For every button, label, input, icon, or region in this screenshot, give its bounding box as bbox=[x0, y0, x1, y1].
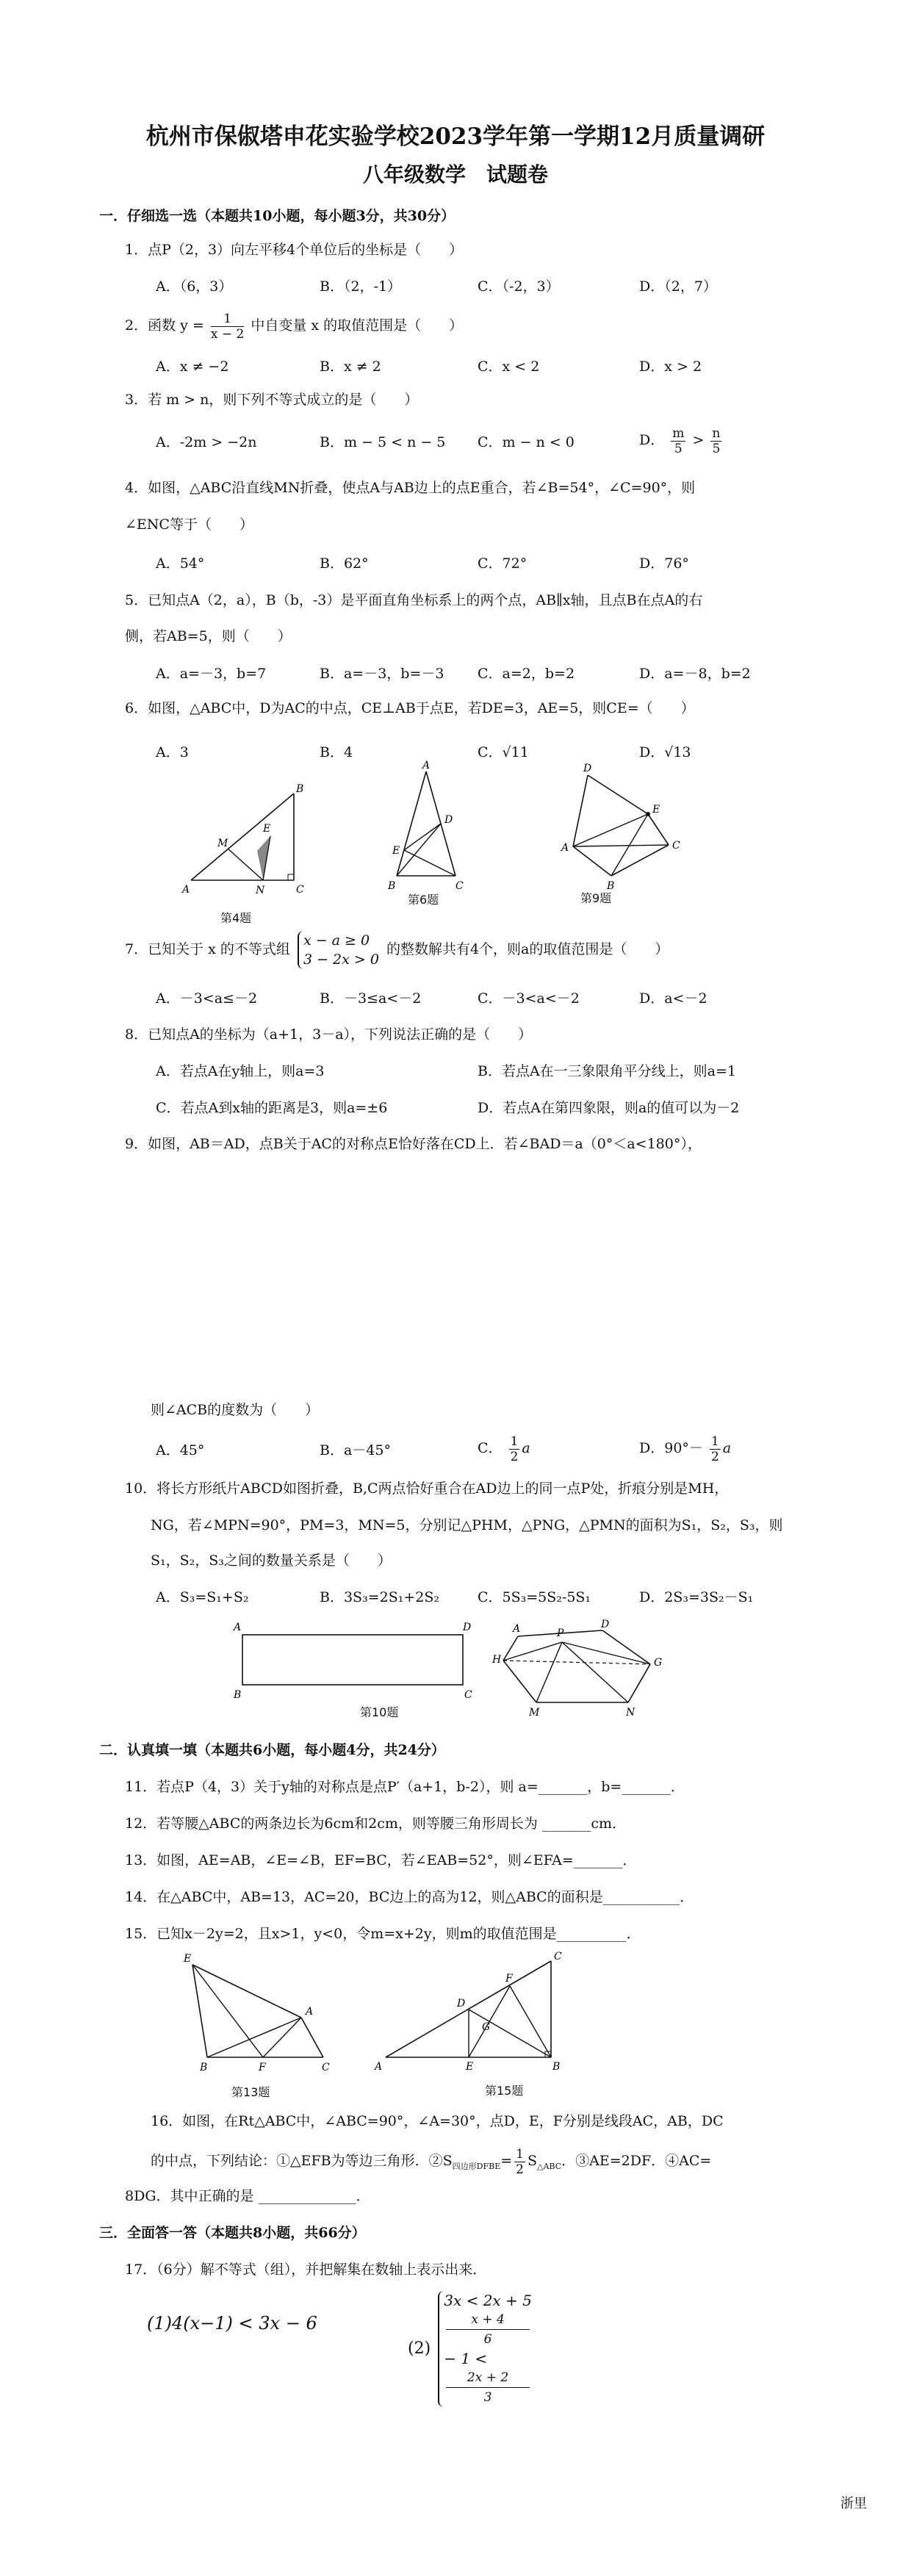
q9-c-frac-den: 2 bbox=[510, 1449, 519, 1464]
q5-line2: 侧，若AB=5，则（ ） bbox=[125, 628, 292, 644]
q8-option-a: A．若点A在y轴上，则a=3 bbox=[156, 1063, 325, 1079]
q2-fraction bbox=[211, 312, 244, 342]
q5-option-c: C．a=2，b=2 bbox=[478, 666, 575, 682]
q3-d-frac2-den: 5 bbox=[712, 441, 721, 456]
q8-option-c: C．若点A到x轴的距离是3，则a=±6 bbox=[156, 1100, 388, 1116]
q9-option-a: A．45° bbox=[156, 1442, 205, 1458]
fig6-line-bd bbox=[397, 824, 441, 876]
q17-part1: (1)4(x−1) < 3x − 6 bbox=[147, 2313, 317, 2334]
fig10-label-m: M bbox=[529, 1707, 540, 1719]
fig9-label-b: B bbox=[607, 880, 615, 892]
q13-text: 13．如图，AE=AB，∠E=∠B，EF=BC，若∠EAB=52°，则∠EFA=_______． bbox=[125, 1852, 637, 1868]
fig4-label-a: A bbox=[182, 884, 190, 896]
q9-option-d-label: D．90°－ bbox=[639, 1440, 703, 1456]
fig9-caption: 第9题 bbox=[580, 891, 612, 905]
fig10-line-hm bbox=[503, 1661, 536, 1702]
q17-frac1 bbox=[446, 2310, 530, 2349]
fig9-label-d: D bbox=[583, 763, 592, 774]
page-footer: 浙里 bbox=[840, 2496, 867, 2511]
fig9-line-da bbox=[573, 775, 588, 846]
q8-option-d: D．若点A在第四象限，则a的值可以为－2 bbox=[478, 1100, 740, 1116]
q3-d-frac2-num: n bbox=[712, 425, 721, 441]
fig6-line-ce bbox=[404, 850, 455, 876]
fig13-label-f: F bbox=[259, 2062, 266, 2073]
q5-option-b: B．a=－3，b=－3 bbox=[320, 666, 444, 682]
fig9-line-ab bbox=[573, 846, 611, 876]
figure-q6 bbox=[382, 760, 492, 896]
q17-frac2-num: 2x + 2 bbox=[446, 2368, 530, 2388]
q10-option-c: C．5S₃=5S₂-5S₁ bbox=[478, 1589, 591, 1605]
q9-option-b: B．a－45° bbox=[320, 1442, 391, 1458]
q3-option-c: C．m − n < 0 bbox=[478, 434, 575, 450]
fig13-line-ea bbox=[192, 1965, 301, 2018]
fig4-caption: 第4题 bbox=[220, 911, 252, 925]
fig15-label-d: D bbox=[457, 1998, 466, 2010]
figure-q4 bbox=[176, 779, 323, 904]
q6-stem: 6．如图，△ABC中，D为AC的中点，CE⊥AB于点E，若DE=3，AE=5，则CE=（ ） bbox=[125, 700, 695, 716]
q4-option-c: C．72° bbox=[478, 555, 527, 572]
q3-d-frac1 bbox=[671, 426, 685, 456]
fig13-line-af bbox=[263, 2018, 301, 2057]
q3-d-frac1-den: 5 bbox=[674, 441, 683, 456]
q9-line1: 9．如图，AB＝AD，点B关于AC的对称点E恰好落在CD上．若∠BAD＝a（0°＜a<180°）， bbox=[125, 1136, 702, 1152]
q10-line3: S₁，S₂，S₃之间的数量关系是（ ） bbox=[151, 1553, 392, 1569]
fig10-dashed-hg bbox=[503, 1661, 650, 1664]
q15-text: 15．已知x－2y=2，且x>1，y<0，令m=x+2y，则m的取值范围是__________． bbox=[125, 1926, 641, 1942]
fig9-label-e: E bbox=[652, 804, 660, 816]
fig10-line-ng bbox=[628, 1664, 650, 1702]
q7-option-a: A．－3<a≤－2 bbox=[156, 990, 258, 1007]
fig15-label-e: E bbox=[466, 2061, 474, 2073]
fig13-label-e: E bbox=[184, 1953, 192, 1965]
fig10-label-h: H bbox=[492, 1654, 502, 1666]
q17-frac2 bbox=[446, 2368, 530, 2407]
q3-option-d-label: D． bbox=[639, 432, 665, 448]
q2-post: 中自变量 x 的取值范围是（ ） bbox=[251, 317, 464, 334]
q3-option-d bbox=[639, 423, 724, 457]
fig4-label-b: B bbox=[296, 783, 304, 795]
q7-post: 的整数解共有4个，则a的取值范围是（ ） bbox=[386, 941, 669, 957]
q17-frac1-num: x + 4 bbox=[446, 2310, 530, 2330]
q3-d-mid: > bbox=[692, 432, 705, 448]
fig10-label-a2: A bbox=[513, 1623, 521, 1635]
q5-option-d: D．a=－8，b=2 bbox=[639, 666, 751, 682]
fig6-label-c: C bbox=[455, 880, 464, 892]
fig10-label-n: N bbox=[626, 1707, 635, 1719]
fig15-label-g: G bbox=[482, 2021, 491, 2033]
fig9-label-c: C bbox=[672, 840, 680, 852]
q5-line1: 5．已知点A（2，a），B（b，-3）是平面直角坐标系上的两个点，AB∥x轴，且点B在点A的右 bbox=[125, 592, 703, 608]
fig13-label-b: B bbox=[200, 2062, 208, 2073]
q12-text: 12．若等腰△ABC的两条边长为6cm和2cm，则等腰三角形周长为 _______cm． bbox=[125, 1816, 627, 1832]
q16-line3: 8DG．其中正确的是 ______________． bbox=[125, 2188, 370, 2204]
fig4-label-n: N bbox=[256, 885, 265, 896]
figure-q13 bbox=[184, 1954, 353, 2079]
fig9-line-dc bbox=[588, 775, 648, 814]
q8-stem: 8．已知点A的坐标为（a+1，3－a），下列说法正确的是（ ） bbox=[125, 1026, 533, 1043]
q7-option-b: B．－3≤a<－2 bbox=[320, 990, 422, 1007]
q1-option-d: D．（2，7） bbox=[639, 278, 717, 295]
fig9-line-ae bbox=[573, 814, 648, 846]
q16-frac-den: 2 bbox=[516, 2162, 524, 2177]
figure-q15 bbox=[375, 1951, 566, 2079]
fig6-caption: 第6题 bbox=[408, 893, 439, 907]
fig13-line-eb bbox=[192, 1965, 207, 2057]
q1-option-a: A．（6，3） bbox=[156, 278, 233, 295]
q6-option-d: D．√13 bbox=[639, 744, 691, 760]
fig10-label-c1: C bbox=[464, 1689, 472, 1701]
fig10-line-dg bbox=[602, 1630, 650, 1664]
q10-option-d: D．2S₃=3S₂－S₁ bbox=[639, 1589, 754, 1605]
q16-line2-s: S bbox=[527, 2153, 538, 2169]
q6-option-c: C．√11 bbox=[478, 744, 529, 760]
q17-part2-line2 bbox=[444, 2310, 532, 2407]
fig9-line-ac bbox=[573, 845, 669, 846]
q17-part2 bbox=[408, 2291, 535, 2407]
fig10-label-g: G bbox=[654, 1657, 663, 1669]
fig10-label-p: P bbox=[557, 1627, 564, 1639]
fig4-label-c: C bbox=[296, 884, 304, 896]
q17-frac2-den: 3 bbox=[483, 2390, 492, 2405]
fig6-line-ab bbox=[397, 771, 426, 876]
section3-heading: 三．全面答一答（本题共8小题，共66分） bbox=[99, 2225, 366, 2241]
q9-line2: 则∠ACB的度数为（ ） bbox=[151, 1402, 320, 1418]
q16-line2 bbox=[151, 2144, 711, 2184]
q10-line2: NG，若∠MPN=90°，PM=3，MN=5，分别记△PHM，△PNG，△PMN的面积为S₁，S₂，S₃，则 bbox=[151, 1517, 783, 1533]
q9-d-frac-den: 2 bbox=[710, 1449, 719, 1464]
fig13-caption: 第13题 bbox=[231, 2085, 270, 2099]
fig4-label-e: E bbox=[263, 823, 271, 835]
q1-stem: 1．点P（2，3）向左平移4个单位后的坐标是（ ） bbox=[125, 242, 464, 258]
q3-option-b: B．m − 5 < n − 5 bbox=[320, 434, 446, 450]
fig15-label-b: B bbox=[552, 2061, 561, 2073]
q11-text: 11．若点P（4，3）关于y轴的对称点是点P′（a+1，b-2），则 a=_______，b=_______． bbox=[125, 1779, 685, 1795]
q6-option-b: B．4 bbox=[320, 744, 353, 760]
fig15-line-fb bbox=[510, 1986, 551, 2057]
q10-option-a: A．S₃=S₁+S₂ bbox=[156, 1589, 249, 1605]
fig13-label-a: A bbox=[306, 2006, 314, 2018]
figure-q10 bbox=[228, 1620, 757, 1723]
q16-line2-sub1: 四边形DFBE bbox=[452, 2161, 501, 2171]
q2-stem bbox=[125, 309, 463, 342]
q17-part2-line1: 3x < 2x + 5 bbox=[444, 2292, 532, 2309]
q16-frac-num: 1 bbox=[516, 2146, 524, 2162]
q17-part2-label: (2) bbox=[408, 2339, 431, 2358]
fig13-line-ac bbox=[301, 2018, 323, 2057]
q16-line2-eq: = bbox=[500, 2153, 513, 2169]
q4-option-b: B．62° bbox=[320, 555, 369, 572]
q7-option-d: D．a<－2 bbox=[639, 990, 707, 1007]
q2-option-d: D．x > 2 bbox=[639, 359, 702, 375]
fig10-label-a1: A bbox=[234, 1622, 242, 1633]
exam-title: 杭州市保俶塔申花实验学校2023学年第一学期12月质量调研 bbox=[145, 123, 766, 150]
fig4-line-ab bbox=[191, 794, 294, 880]
q14-text: 14．在△ABC中，AB=13，AC=20，BC边上的高为12，则△ABC的面积是___________． bbox=[125, 1889, 694, 1905]
fig13-line-ba bbox=[207, 2018, 301, 2057]
q4-option-d: D．76° bbox=[639, 555, 689, 572]
q9-c-frac bbox=[509, 1434, 520, 1464]
q1-option-c: C．（-2，3） bbox=[478, 278, 560, 295]
q2-option-b: B．x ≠ 2 bbox=[320, 359, 381, 375]
q7-pre: 7．已知关于 x 的不等式组 bbox=[125, 941, 290, 957]
fig10-line-pm bbox=[536, 1642, 562, 1702]
exam-subtitle: 八年级数学 试题卷 bbox=[362, 162, 548, 187]
q9-option-d bbox=[639, 1431, 731, 1465]
q17-frac1-den: 6 bbox=[483, 2332, 492, 2347]
q6-option-a: A．3 bbox=[156, 744, 189, 760]
q3-d-frac1-num: m bbox=[672, 425, 685, 441]
q7-stem bbox=[125, 927, 669, 971]
q17-part2-mid: − 1 < bbox=[444, 2350, 488, 2367]
fig4-shaded-region bbox=[257, 836, 270, 879]
q2-option-c: C．x < 2 bbox=[478, 359, 540, 375]
fig6-label-d: D bbox=[444, 814, 453, 826]
fig10-line-pg bbox=[562, 1642, 650, 1664]
q9-c-frac-num: 1 bbox=[510, 1433, 519, 1449]
q9-option-c bbox=[478, 1431, 530, 1465]
q3-stem: 3．若 m > n，则下列不等式成立的是（ ） bbox=[125, 392, 419, 408]
fig9-point-e bbox=[646, 812, 650, 816]
q16-line2-part2: ．③AE=2DF．④AC= bbox=[561, 2153, 712, 2169]
section2-heading: 二．认真填一填（本题共6小题，每小题4分，共24分） bbox=[99, 1742, 445, 1758]
fig10-label-d1: D bbox=[463, 1622, 472, 1633]
q8-option-b: B．若点A在一三象限角平分线上，则a=1 bbox=[478, 1063, 737, 1079]
q2-option-a: A．x ≠ −2 bbox=[156, 359, 229, 375]
fig4-right-angle bbox=[288, 874, 294, 880]
fig6-label-b: B bbox=[388, 880, 396, 892]
q7-inequality-system bbox=[298, 931, 379, 969]
fig15-label-c: C bbox=[554, 1951, 562, 1962]
fig15-label-f: F bbox=[505, 1973, 513, 1985]
q7-option-c: C．－3<a<－2 bbox=[478, 990, 580, 1007]
fig10-label-b1: B bbox=[234, 1689, 242, 1701]
q4-line1: 4．如图，△ABC沿直线MN折叠，使点A与AB边上的点E重合，若∠B=54°，∠C=90°，则 bbox=[125, 480, 696, 496]
fig13-line-ef bbox=[192, 1965, 263, 2057]
q7-sys-line2: 3 − 2x > 0 bbox=[303, 951, 379, 968]
q16-fraction bbox=[514, 2147, 525, 2177]
fig4-label-m: M bbox=[217, 838, 228, 849]
q3-option-a: A．-2m > −2n bbox=[156, 434, 257, 450]
q1-option-b: B．（2，-1） bbox=[320, 278, 402, 295]
q17-part2-system bbox=[438, 2291, 532, 2407]
fig10-line-pn bbox=[562, 1642, 628, 1702]
q17-stem: 17．（6分）解不等式（组），并把解集在数轴上表示出来． bbox=[125, 2262, 487, 2278]
q9-d-frac-num: 1 bbox=[710, 1433, 719, 1449]
section1-heading: 一．仔细选一选（本题共10小题，每小题3分，共30分） bbox=[99, 208, 455, 224]
q9-option-c-label: C． bbox=[478, 1440, 503, 1456]
q16-line2-sub2: △ABC bbox=[537, 2161, 562, 2171]
fig15-caption: 第15题 bbox=[485, 2084, 524, 2098]
fig10-caption: 第10题 bbox=[360, 1705, 399, 1719]
q16-line1: 16．如图，在Rt△ABC中，∠ABC=90°，∠A=30°，点D，E，F分别是线段AC，AB，DC bbox=[151, 2113, 724, 2129]
q10-line1: 10．将长方形纸片ABCD如图折叠，B,C两点恰好重合在AD边上的同一点P处，折痕分别是MH， bbox=[125, 1481, 729, 1497]
q9-d-frac bbox=[710, 1434, 721, 1464]
fig13-label-c: C bbox=[322, 2062, 330, 2073]
q2-pre: 2．函数 y = bbox=[125, 317, 204, 334]
fig15-line-db bbox=[469, 2010, 551, 2057]
q2-frac-den: x − 2 bbox=[210, 326, 245, 342]
q9-c-var: a bbox=[522, 1440, 530, 1456]
q2-frac-num: 1 bbox=[211, 312, 244, 327]
q3-d-frac2 bbox=[710, 426, 721, 456]
fig10-rectangle bbox=[242, 1635, 463, 1685]
figure-q9 bbox=[558, 763, 705, 892]
fig9-label-a: A bbox=[561, 842, 569, 854]
fig6-label-e: E bbox=[392, 845, 400, 857]
q4-line2: ∠ENC等于（ ） bbox=[125, 517, 253, 533]
q5-option-a: A．a=－3，b=7 bbox=[156, 666, 267, 682]
fig9-line-ec bbox=[648, 814, 669, 845]
fig10-label-d2: D bbox=[601, 1619, 610, 1630]
fig6-label-a: A bbox=[422, 760, 431, 771]
fig15-label-a: A bbox=[375, 2061, 383, 2073]
q7-sys-line1: x − a ≥ 0 bbox=[303, 932, 370, 949]
q10-option-b: B．3S₃=2S₁+2S₂ bbox=[320, 1589, 439, 1605]
q4-option-a: A．54° bbox=[156, 555, 205, 572]
q9-d-var: a bbox=[722, 1440, 732, 1456]
q16-line2-part1: 的中点，下列结论：①△EFB为等边三角形．②S bbox=[151, 2153, 453, 2169]
